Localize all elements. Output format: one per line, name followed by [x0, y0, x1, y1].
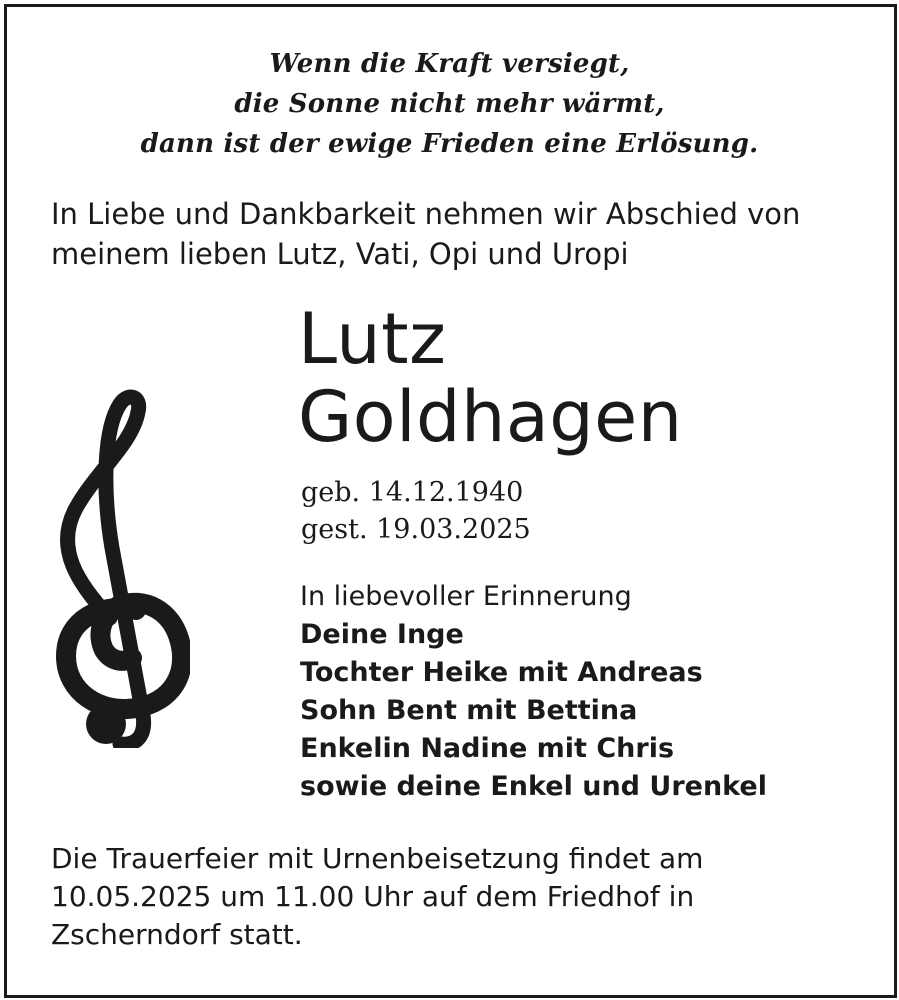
last-name: Goldhagen: [298, 376, 683, 458]
death-date: gest. 19.03.2025: [301, 514, 531, 545]
motto-line: Wenn die Kraft versiegt,: [269, 49, 630, 79]
service-line: Die Trauerfeier mit Urnenbeisetzung findet am: [51, 842, 704, 875]
treble-clef-icon: [40, 388, 190, 748]
intro-line: meinem lieben Lutz, Vati, Opi und Uropi: [51, 237, 629, 271]
intro-line: In Liebe und Dankbarkeit nehmen wir Abschied von: [51, 197, 801, 231]
service-line: Zscherndorf statt.: [51, 918, 303, 951]
motto-verse: [0, 44, 899, 164]
mourner-name: sowie deine Enkel und Urenkel: [300, 771, 767, 802]
mourner-name: Deine Inge: [300, 619, 464, 650]
first-name: Lutz: [298, 298, 447, 380]
mourners-heading: In liebevoller Erinnerung: [300, 581, 632, 612]
service-line: 10.05.2025 um 11.00 Uhr auf dem Friedhof in: [51, 880, 695, 913]
deceased-name: [298, 300, 683, 456]
motto-line: die Sonne nicht mehr wärmt,: [234, 89, 665, 119]
mourners-list: [300, 578, 767, 806]
mourner-name: Tochter Heike mit Andreas: [300, 657, 703, 688]
motto-line: dann ist der ewige Frieden eine Erlösung.: [140, 129, 759, 159]
intro-text: [51, 194, 800, 274]
mourner-name: Sohn Bent mit Bettina: [300, 695, 638, 726]
life-dates: [301, 474, 531, 548]
service-info: [51, 840, 703, 954]
birth-date: geb. 14.12.1940: [301, 477, 524, 508]
mourner-name: Enkelin Nadine mit Chris: [300, 733, 675, 764]
